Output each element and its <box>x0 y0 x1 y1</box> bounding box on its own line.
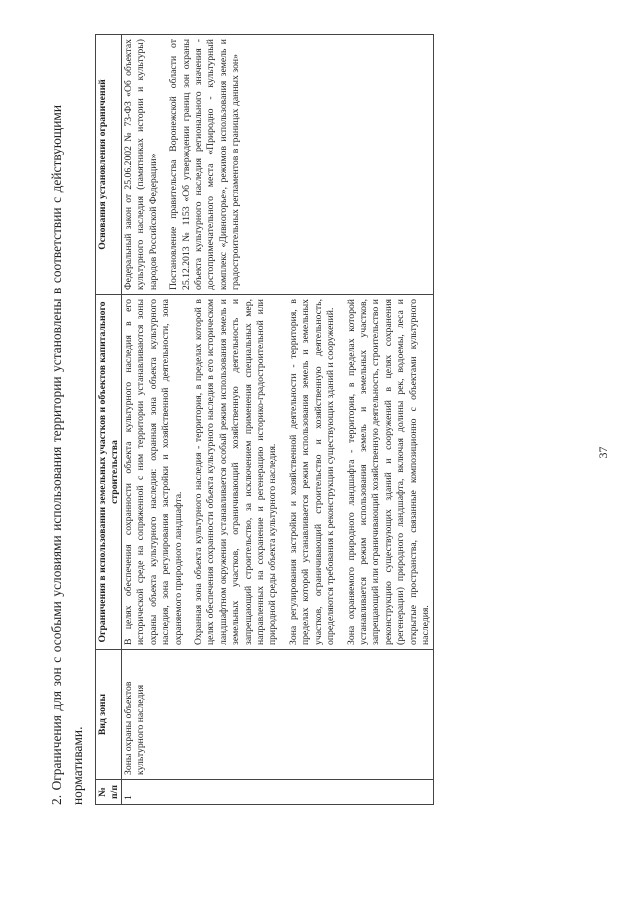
header-number: № п/п <box>96 780 122 805</box>
restriction-paragraph: Зона регулирования застройки и хозяйственной деятельности - территория, в пределах которой устанавливается режим использования земель и земельных участков, ограничивающий строительство и хозяйственную деятельность, определяются требования к реконструкции существующих зданий и сооружений. <box>287 299 337 645</box>
restriction-paragraph: Охранная зона объекта культурного наследия - территория, в пределах которой в целях обеспечения сохранности объекта культурного наследия в его историческом ландшафтном окружении устанавливается особый режим использования земель и земельных участков, ограничивающий хозяйственную деятельность и запрещающий строительство, за исключением применения специальных мер, направленных на сохранение и регенерацию историко-градостроительной или природной среды объекта культурного наследия. <box>193 299 279 645</box>
basis-cell <box>122 35 434 295</box>
header-zone-type: Вид зоны <box>96 650 122 780</box>
table-header-row <box>96 35 122 805</box>
header-restrictions: Ограничения в использовании земельных участков и объектов капитального строительства <box>96 295 122 650</box>
section-heading: 2. Ограничения для зон с особыми условиями использования территории установлены в соответствии с действующими нормативами. <box>49 105 85 805</box>
restriction-paragraph: В целях обеспечения сохранности объекта культурного наследия в его исторической среде на сопряженной с ним территории устанавливаются зоны охраны объекта культурного наследия: охранная зона объекта культурного наследия, зона регулирования застройки и хозяйственной деятельности, зона охраняемого природного ландшафта. <box>123 299 184 645</box>
zone-type-cell: Зоны охраны объектов культурного наследия <box>122 650 434 780</box>
restrictions-cell <box>122 295 434 650</box>
restrictions-table <box>95 34 434 805</box>
table-row <box>122 35 434 805</box>
header-basis: Основания установления ограничений <box>96 35 122 295</box>
row-number: 1 <box>122 780 434 805</box>
basis-paragraph: Федеральный закон от 25.06.2002 № 73-ФЗ «Об объектах культурного наследия (памятниках истории и культуры) народов Российской Федерации» <box>123 39 159 290</box>
page-number: 37 <box>596 446 610 459</box>
restriction-paragraph: Зона охраняемого природного ландшафта - территория, в пределах которой устанавливается режим использования земель и земельных участков, запрещающий или ограничивающий хозяйственную деятельность, строительство и реконструкцию существующих зданий и сооружений в целях сохранения (регенерации) природного ландшафта, включая долины рек, водоемы, леса и открытые пространства, связанные композиционно с объектами культурного наследия. <box>345 299 431 645</box>
basis-paragraph: Постановление правительства Воронежской области от 25.12.2013 № 1153 «Об утверждении границ зон охраны объекта культурного наследия регионального значения - достопримечательного места «Природно - культурный комплекс «Дивногорье», режимов использования земель и градостроительных регламентов в границах данных зон» <box>168 39 242 290</box>
